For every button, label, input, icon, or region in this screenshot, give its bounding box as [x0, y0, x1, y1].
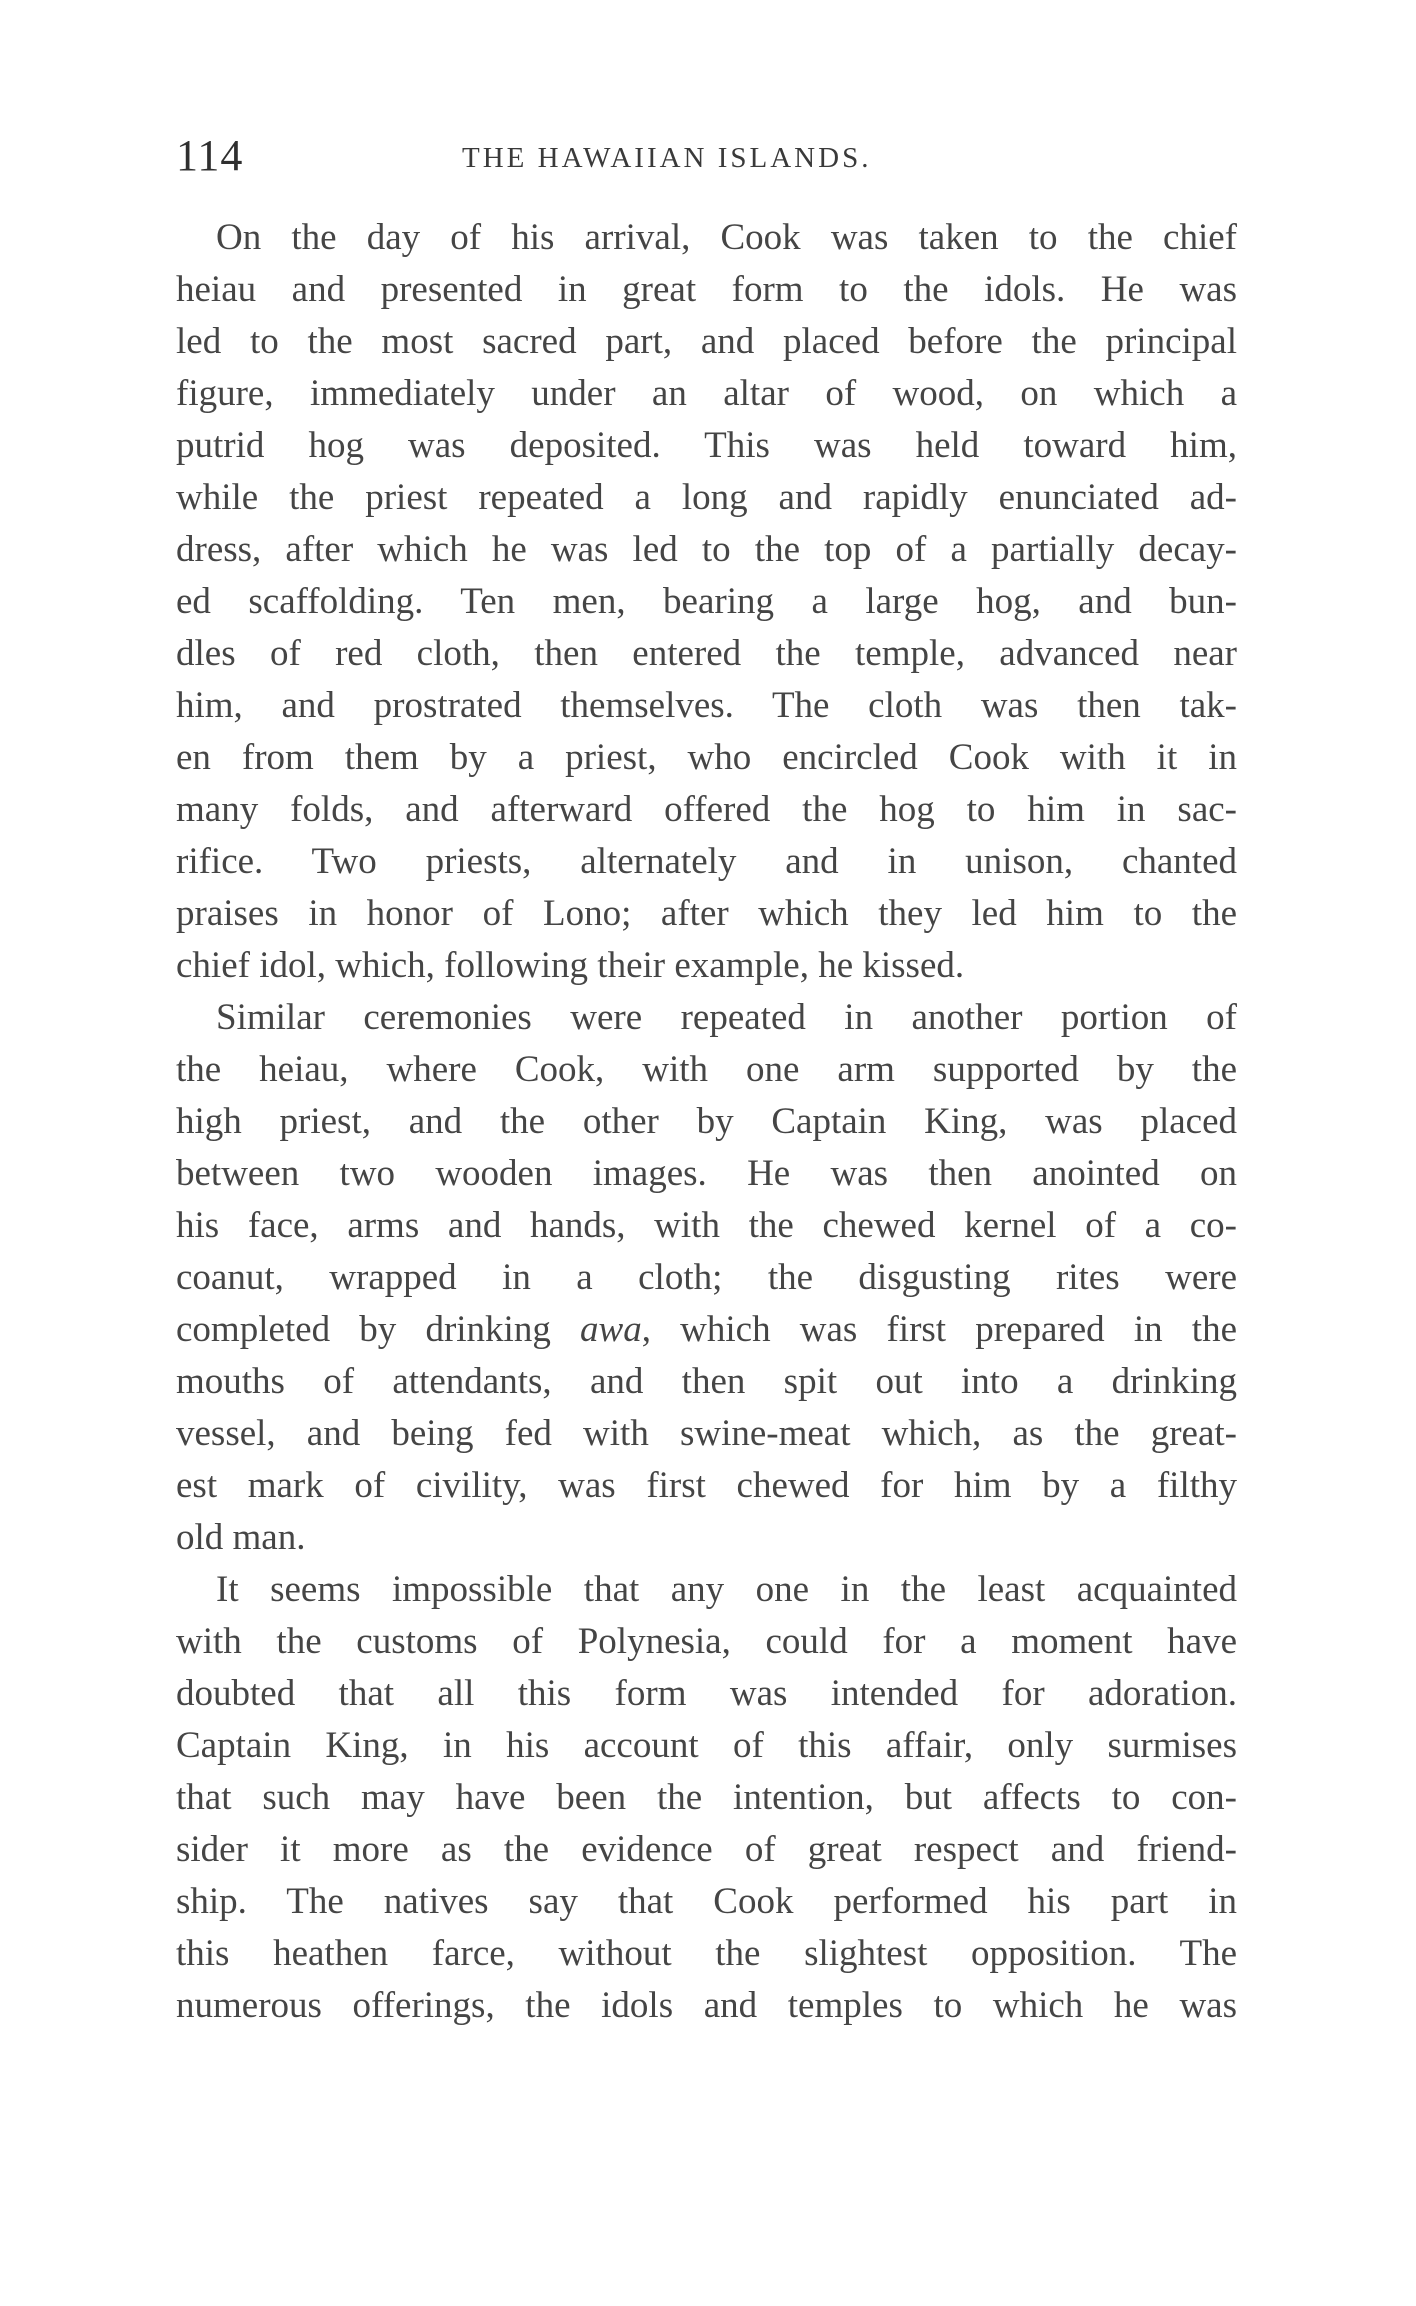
text-line: doubted that all this form was intended for adoration.	[176, 1673, 1237, 1714]
text-line: coanut, wrapped in a cloth; the disgusting rites were	[176, 1257, 1237, 1298]
text-line: led to the most sacred part, and placed before the principal	[176, 321, 1237, 362]
text-line: heiau and presented in great form to the idols. He was	[176, 269, 1237, 310]
text-line: while the priest repeated a long and rapidly enunciated ad-	[176, 477, 1237, 518]
text-line: the heiau, where Cook, with one arm supported by the	[176, 1049, 1237, 1090]
text-line: mouths of attendants, and then spit out into a drinking	[176, 1361, 1237, 1402]
text-line: putrid hog was deposited. This was held toward him,	[176, 425, 1237, 466]
text-line: rifice. Two priests, alternately and in unison, chanted	[176, 841, 1237, 882]
text-line: dress, after which he was led to the top of a partially decay-	[176, 529, 1237, 570]
paragraph-1	[176, 212, 1237, 992]
text-line: figure, immediately under an altar of wood, on which a	[176, 373, 1237, 414]
paragraph-2	[176, 992, 1237, 1564]
text-line: Captain King, in his account of this affair, only surmises	[176, 1725, 1237, 1766]
text-line: that such may have been the intention, but affects to con-	[176, 1777, 1237, 1818]
text-line: dles of red cloth, then entered the temple, advanced near	[176, 633, 1237, 674]
text-line: high priest, and the other by Captain King, was placed	[176, 1101, 1237, 1142]
text-line: On the day of his arrival, Cook was taken to the chief	[216, 217, 1237, 258]
text-line: him, and prostrated themselves. The cloth was then tak-	[176, 685, 1237, 726]
paragraph-3	[176, 1564, 1237, 2032]
page-number: 114	[176, 131, 244, 180]
text-line: est mark of civility, was first chewed for him by a filthy	[176, 1465, 1237, 1506]
text-line: many folds, and afterward offered the hog to him in sac-	[176, 789, 1237, 830]
text-line: vessel, and being fed with swine-meat which, as the great-	[176, 1413, 1237, 1454]
text-line: Similar ceremonies were repeated in another portion of	[216, 997, 1237, 1038]
text-line: this heathen farce, without the slightest opposition. The	[176, 1933, 1237, 1974]
text-line: between two wooden images. He was then anointed on	[176, 1153, 1237, 1194]
text-line-awa	[176, 1304, 1237, 1356]
text-line: old man.	[176, 1517, 306, 1558]
text-line: ship. The natives say that Cook performed his part in	[176, 1881, 1237, 1922]
text-line: his face, arms and hands, with the chewed kernel of a co-	[176, 1205, 1237, 1246]
text-line: en from them by a priest, who encircled Cook with it in	[176, 737, 1237, 778]
text-line: It seems impossible that any one in the least acquainted	[216, 1569, 1237, 1610]
text-run: , which was first prepared in the	[641, 1309, 1237, 1350]
text-line: sider it more as the evidence of great respect and friend-	[176, 1829, 1237, 1870]
text-line: numerous offerings, the idols and temples to which he was	[176, 1985, 1237, 2026]
running-title: THE HAWAIIAN ISLANDS.	[462, 142, 872, 174]
text-line: ed scaffolding. Ten men, bearing a large hog, and bun-	[176, 581, 1237, 622]
text-line: with the customs of Polynesia, could for a moment have	[176, 1621, 1237, 1662]
text-run: completed by drinking	[176, 1309, 581, 1350]
text-line: praises in honor of Lono; after which they led him to the	[176, 893, 1237, 934]
body-text	[176, 212, 1237, 2032]
italic-word-awa: awa	[580, 1309, 642, 1350]
text-line: chief idol, which, following their example, he kissed.	[176, 945, 965, 986]
running-head	[176, 130, 1236, 190]
